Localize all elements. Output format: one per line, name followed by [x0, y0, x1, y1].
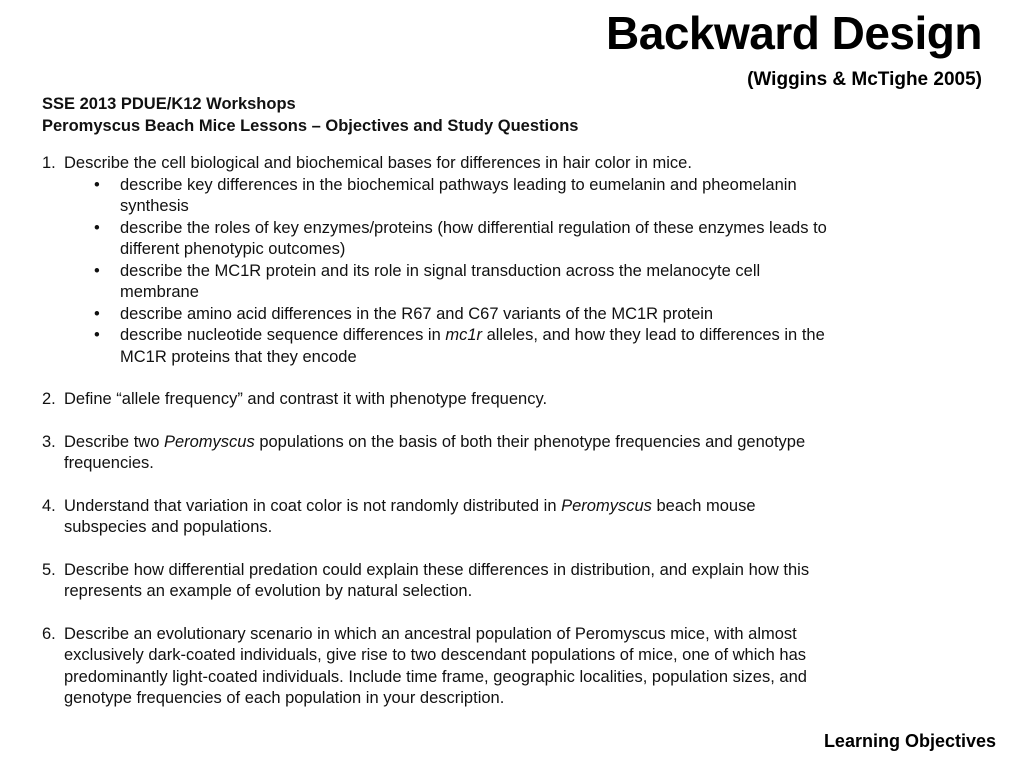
slide-subtitle: (Wiggins & McTighe 2005)	[747, 69, 982, 90]
subitem-text-before: describe nucleotide sequence differences in	[120, 326, 446, 344]
objective-text: Describe the cell biological and biochemical bases for differences in hair color in mice.	[64, 154, 692, 172]
genus-name: Peromyscus	[163, 432, 255, 451]
bullet-icon: •	[94, 326, 100, 344]
objective-item	[42, 624, 842, 710]
footer-label: Learning Objectives	[823, 731, 996, 751]
bullet-icon: •	[94, 261, 100, 280]
objective-item	[42, 153, 842, 368]
genus-name: Peromyscus	[561, 496, 652, 515]
objective-number: 6.	[42, 624, 56, 643]
objective-number: 1.	[42, 154, 56, 172]
document-excerpt	[42, 94, 842, 710]
objective-number: 3.	[42, 432, 56, 451]
bullet-icon: •	[94, 175, 100, 194]
objective-subitems	[64, 175, 842, 369]
objective-item	[42, 496, 842, 539]
objective-text-after: beach mouse subspecies and populations.	[64, 496, 756, 536]
objective-item	[42, 560, 842, 603]
subitem	[80, 325, 842, 368]
objective-text: Define “allele frequency” and contrast it with phenotype frequency.	[64, 390, 548, 408]
subitem	[80, 304, 842, 326]
objective-number: 4.	[42, 496, 56, 515]
objective-item	[42, 389, 842, 411]
objective-number: 2.	[42, 390, 56, 408]
subitem-text: describe key differences in the biochemical pathways leading to eumelanin and pheomelanin synthesis	[120, 175, 797, 215]
subitem	[80, 218, 842, 261]
subitem-text: describe the MC1R protein and its role in signal transduction across the melanocyte cell membrane	[120, 261, 761, 301]
subitem-text: describe the roles of key enzymes/proteins (how differential regulation of these enzymes leads to different phenotypic outcomes)	[120, 218, 827, 258]
objective-text-after: populations on the basis of both their phenotype frequencies and genotype frequencies.	[64, 432, 806, 472]
objectives-list	[42, 153, 842, 710]
subitem	[80, 175, 842, 218]
slide-title: Backward Design	[606, 7, 982, 59]
objective-item	[42, 432, 842, 475]
gene-name: mc1r	[445, 326, 482, 344]
objective-number: 5.	[42, 560, 56, 579]
objective-text: Describe an evolutionary scenario in which an ancestral population of Peromyscus mice, with almost exclusively dark-coated individuals, give rise to two descendant populations of mice, one of which has predominantly light-coated individuals. Include time frame, geographic localities, population sizes, and genotype frequencies of each population in your description.	[64, 624, 807, 707]
bullet-icon: •	[94, 218, 100, 237]
subitem-text-after: alleles, and how they lead to differences in the MC1R proteins that they encode	[120, 326, 825, 366]
subitem-text: describe amino acid differences in the R67 and C67 variants of the MC1R protein	[120, 304, 714, 323]
objective-text-before: Understand that variation in coat color is not randomly distributed in	[64, 496, 562, 515]
bullet-icon: •	[94, 304, 100, 323]
subitem	[80, 261, 842, 304]
objective-text: Describe how differential predation could explain these differences in distribution, and explain how this represents an example of evolution by natural selection.	[64, 560, 810, 600]
document-heading-line1: SSE 2013 PDUE/K12 Workshops	[42, 95, 296, 113]
subitem-text	[120, 326, 825, 366]
objective-text-before: Describe two	[64, 432, 164, 451]
document-heading-line2: Peromyscus Beach Mice Lessons – Objectives and Study Questions	[42, 116, 579, 135]
